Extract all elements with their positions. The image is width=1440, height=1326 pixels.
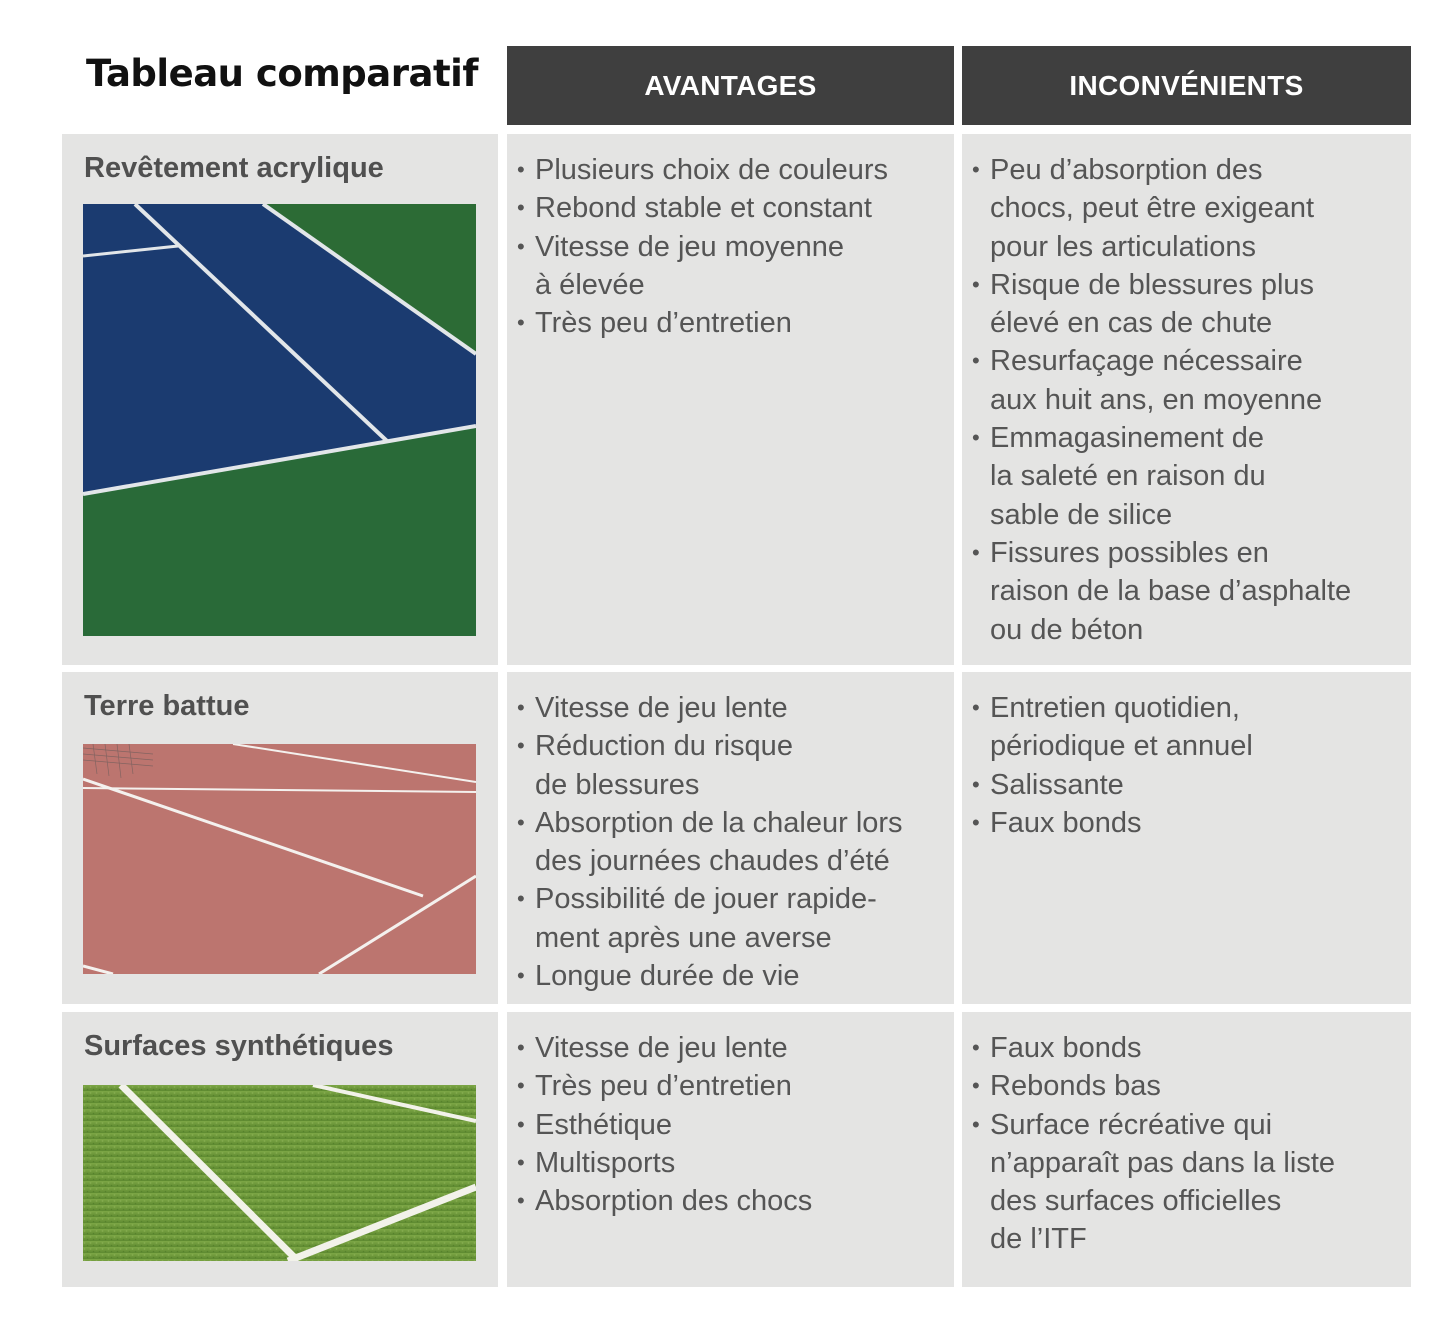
header-advantages: AVANTAGES (507, 46, 954, 125)
surface-cell-clay (62, 672, 498, 1004)
list-item: • Faux bonds (972, 806, 1142, 839)
disadvantages-cell-clay (962, 672, 1411, 1004)
disadvantages-list (972, 151, 1401, 649)
list-item: • Très peu d’entretien (517, 1070, 792, 1103)
list-item: • Surface récréative qui n’apparaît pas dans la liste des surfaces officielles de l’ITF (972, 1108, 1335, 1256)
list-item: • Emmagasinement de la saleté en raison du sable de silice (972, 422, 1266, 531)
list-item: • Esthétique (517, 1108, 673, 1141)
list-item: • Vitesse de jeu lente (517, 692, 788, 724)
list-item: • Peu d’absorption des chocs, peut être exigeant pour les articulations (972, 154, 1315, 263)
list-item: • Absorption des chocs (517, 1185, 813, 1218)
disadvantages-cell-synthetic (962, 1012, 1411, 1287)
surface-cell-acrylic (62, 134, 498, 665)
advantages-list (517, 151, 944, 342)
list-item: • Absorption de la chaleur lors des journées chaudes d’été (517, 806, 903, 878)
list-item: • Rebonds bas (972, 1070, 1161, 1103)
advantages-cell-clay (507, 672, 954, 1004)
advantages-list (517, 1029, 944, 1220)
list-item: • Plusieurs choix de couleurs (517, 154, 889, 186)
list-item: • Fissures possibles en raison de la base d’asphalte ou de béton (972, 536, 1352, 646)
surface-name: Terre battue (84, 690, 250, 722)
list-item: • Vitesse de jeu lente (517, 1032, 788, 1064)
list-item: • Possibilité de jouer rapide- ment après une averse (517, 883, 877, 954)
header-disadvantages: INCONVÉNIENTS (962, 46, 1411, 125)
list-item: • Longue durée de vie (517, 960, 800, 993)
clay-court-image (83, 744, 476, 974)
surface-name: Revêtement acrylique (84, 152, 384, 184)
surface-cell-synthetic (62, 1012, 498, 1287)
acrylic-court-image (83, 204, 476, 636)
page-title: Tableau comparatif (86, 52, 478, 95)
list-item: • Rebond stable et constant (517, 192, 872, 225)
surface-name: Surfaces synthétiques (84, 1030, 394, 1062)
disadvantages-list (972, 689, 1401, 842)
list-item: • Risque de blessures plus élevé en cas de chute (972, 268, 1315, 340)
advantages-cell-synthetic (507, 1012, 954, 1287)
advantages-list (517, 689, 944, 995)
disadvantages-cell-acrylic (962, 134, 1411, 665)
list-item: • Entretien quotidien, périodique et annuel (972, 692, 1253, 763)
disadvantages-list (972, 1029, 1401, 1259)
list-item: • Salissante (972, 768, 1124, 801)
list-item: • Très peu d’entretien (517, 307, 792, 340)
list-item: • Réduction du risque de blessures (517, 730, 793, 801)
list-item: • Faux bonds (972, 1032, 1142, 1064)
synthetic-grass-image (83, 1085, 476, 1261)
advantages-cell-acrylic (507, 134, 954, 665)
list-item: • Multisports (517, 1146, 676, 1179)
list-item: • Resurfaçage nécessaire aux huit ans, en moyenne (972, 345, 1323, 416)
list-item: • Vitesse de jeu moyenne à élevée (517, 230, 845, 301)
